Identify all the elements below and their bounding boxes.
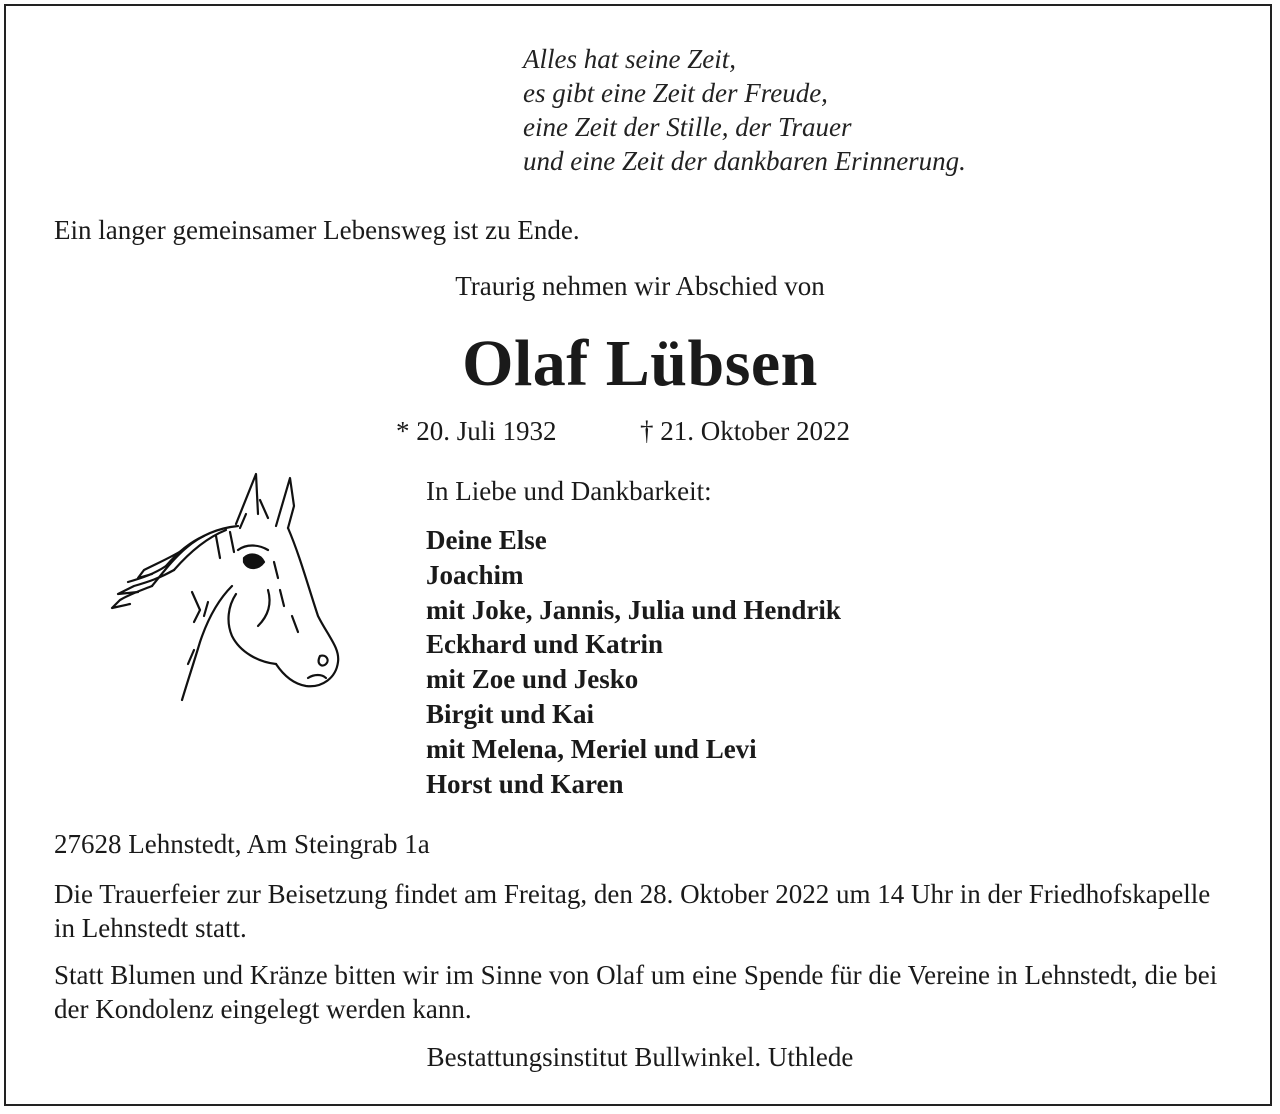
donation-info: Statt Blumen und Kränze bitten wir im Sinne von Olaf um eine Spende für die Vereine in Lehnstedt, die bei der Kondolenz eingelegt werden kann. [54,960,1218,1024]
address: 27628 Lehnstedt, Am Steingrab 1a [54,829,430,859]
deceased-name: Olaf Lübsen [462,327,818,400]
intro-text: Ein langer gemeinsamer Lebensweg ist zu Ende. [54,215,580,245]
ceremony-info: Die Trauerfeier zur Beisetzung findet am Freitag, den 28. Oktober 2022 um 14 Uhr in der Friedhofskapelle in Lehnstedt statt. [54,879,1211,943]
thanks-line: In Liebe und Dankbarkeit: [426,476,712,506]
poem-line: es gibt eine Zeit der Freude, [523,78,828,108]
family-member: Horst und Karen [426,768,624,799]
death-date: † 21. Oktober 2022 [640,416,850,446]
birth-date: * 20. Juli 1932 [396,416,557,446]
horse-head-icon [108,466,348,706]
poem-line: und eine Zeit der dankbaren Erinnerung. [523,146,966,176]
family-member: Joachim [426,559,524,590]
family-member: Birgit und Kai [426,698,595,729]
family-member: mit Zoe und Jesko [426,664,639,695]
undertaker: Bestattungsinstitut Bullwinkel. Uthlede [426,1042,854,1072]
family-member: Deine Else [426,525,547,555]
family-member: Eckhard und Katrin [426,629,664,660]
family-member: mit Joke, Jannis, Julia und Hendrik [426,594,841,625]
poem-line: eine Zeit der Stille, der Trauer [523,112,852,142]
family-member: mit Melena, Meriel und Levi [426,733,757,764]
poem [523,42,966,178]
poem-line: Alles hat seine Zeit, [523,44,736,74]
farewell-text: Traurig nehmen wir Abschied von [455,271,825,301]
family-list [426,523,841,801]
